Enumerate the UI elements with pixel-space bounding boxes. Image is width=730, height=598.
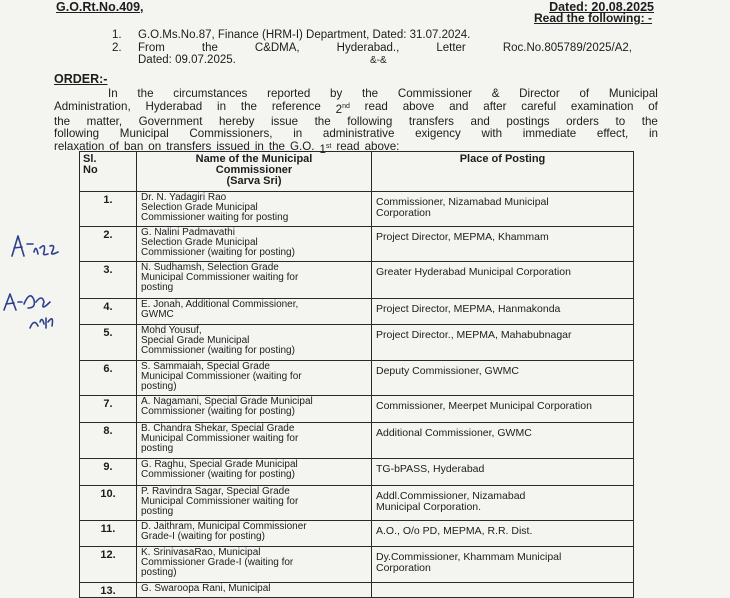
- paragraph-word: Administration,: [54, 99, 131, 113]
- paragraph-word: Municipal: [119, 127, 169, 141]
- name-line: S. Sammaiah, Special Grade: [141, 361, 270, 372]
- row-commissioner-name: [137, 521, 372, 547]
- place-line: Project Director, MEPMA, Khammam: [376, 231, 549, 243]
- name-line: N. Sudhamsh, Selection Grade: [141, 262, 279, 273]
- row-place-of-posting: [372, 486, 634, 521]
- place-line: Commissioner, Meerpet Municipal Corporation: [376, 400, 592, 412]
- name-line: posting: [141, 506, 174, 517]
- name-line: GWMC: [141, 309, 174, 320]
- table-row: [80, 583, 634, 598]
- place-line: Additional Commissioner, GWMC: [376, 427, 532, 439]
- name-line: Commissioner (waiting for posting): [141, 345, 295, 356]
- paragraph-word: in: [648, 127, 658, 141]
- header-sl-no: Sl. No: [80, 152, 137, 192]
- table-row: [80, 192, 634, 227]
- paragraph-word: orders: [566, 114, 599, 128]
- order-heading: ORDER:-: [54, 72, 108, 86]
- row-commissioner-name: [137, 299, 372, 325]
- paragraph-word: Hyderabad: [145, 99, 203, 113]
- reference-number: 1.: [112, 29, 122, 41]
- table-row: [80, 396, 634, 423]
- table-row: [80, 423, 634, 459]
- name-line: Commissioner (waiting for posting): [141, 406, 295, 417]
- paragraph-word: on: [148, 139, 162, 153]
- table-row: [80, 227, 634, 262]
- row-sl-number: 4.: [80, 299, 137, 325]
- table-row: [80, 325, 634, 361]
- row-place-of-posting: [372, 521, 634, 547]
- name-line: Municipal Commissioner waiting for: [141, 272, 299, 283]
- paragraph-word: Municipal: [608, 87, 658, 100]
- row-commissioner-name: [137, 361, 372, 396]
- name-line: posting): [141, 381, 177, 392]
- name-line: posting): [141, 567, 177, 578]
- name-line: Commissioner (waiting for posting): [141, 247, 295, 258]
- place-line: A.O., O/o PD, MEPMA, R.R. Dist.: [376, 525, 533, 537]
- paragraph-word: administrative: [322, 127, 395, 141]
- place-line: Dy.Commissioner, Khammam Municipal: [376, 551, 562, 563]
- go-number: G.O.Rt.No.409,: [56, 0, 144, 14]
- paragraph-word: the: [314, 114, 331, 128]
- paragraph-word: of: [579, 87, 590, 100]
- row-commissioner-name: [137, 583, 372, 598]
- name-line: Municipal Commissioner waiting for: [141, 496, 299, 507]
- paragraph-word: after: [483, 99, 507, 113]
- reference-word: Hyderabad.,: [336, 41, 400, 54]
- paragraph-word: examination: [570, 99, 634, 113]
- paragraph-word: the: [362, 87, 379, 100]
- order-paragraph: [54, 88, 658, 156]
- paragraph-word: of: [109, 139, 119, 153]
- paragraph-line: [54, 101, 658, 116]
- row-place-of-posting: [372, 361, 634, 396]
- paragraph-word: circumstances: [173, 87, 248, 100]
- row-sl-number: 8.: [80, 423, 137, 459]
- paragraph-word: reference: [271, 99, 321, 113]
- paragraph-word: and: [470, 114, 490, 128]
- row-commissioner-name: [137, 459, 372, 486]
- row-sl-number: 5.: [80, 325, 137, 361]
- row-place-of-posting: [372, 583, 634, 598]
- place-line: Corporation: [376, 562, 431, 574]
- name-line: G. Swaroopa Rani, Municipal: [141, 583, 271, 594]
- reference-line: Dated: 09.07.2025.: [138, 54, 236, 66]
- paragraph-word: the: [268, 139, 285, 153]
- paragraph-word: immediate: [522, 127, 577, 141]
- name-line: D. Jaithram, Municipal Commissioner: [141, 521, 307, 532]
- paragraph-word: matter,: [86, 114, 123, 128]
- place-line: Commissioner, Nizamabad Municipal: [376, 196, 549, 208]
- table-row: [80, 361, 634, 396]
- place-line: Corporation: [376, 207, 431, 219]
- paragraph-word: Director: [519, 87, 560, 100]
- read-following-label: Read the following: -: [534, 11, 652, 25]
- name-line: Commissioner waiting for posting: [141, 212, 289, 223]
- row-commissioner-name: [137, 262, 372, 299]
- paragraph-line: [54, 128, 658, 141]
- paragraph-word: in: [293, 127, 303, 141]
- name-line: Special Grade Municipal: [141, 335, 250, 346]
- row-sl-number: 10.: [80, 486, 137, 521]
- paragraph-word: 1st: [319, 142, 332, 156]
- place-line: Greater Hyderabad Municipal Corporation: [376, 266, 571, 278]
- table-row: [80, 521, 634, 547]
- postings-table-body: [80, 192, 634, 598]
- paragraph-word: the: [240, 99, 257, 113]
- paragraph-word: the: [641, 114, 658, 128]
- separator-mark: &-&: [370, 55, 387, 66]
- paragraph-word: hereby: [218, 114, 255, 128]
- paragraph-word: exigency: [415, 127, 461, 141]
- name-line: P. Ravindra Sagar, Special Grade: [141, 486, 290, 497]
- reference-word: the: [201, 41, 218, 54]
- paragraph-word: 2nd: [335, 102, 350, 116]
- paragraph-word: the: [54, 114, 71, 128]
- name-line: Grade-I (waiting for posting): [141, 531, 265, 542]
- row-place-of-posting: [372, 262, 634, 299]
- name-line: Selection Grade Municipal: [141, 237, 258, 248]
- paragraph-word: above:: [364, 139, 400, 153]
- paragraph-word: read: [336, 139, 360, 153]
- paragraph-word: careful: [521, 99, 557, 113]
- row-sl-number: 1.: [80, 192, 137, 227]
- row-place-of-posting: [372, 227, 634, 262]
- name-line: A. Nagamani, Special Grade Municipal: [141, 396, 313, 407]
- row-place-of-posting: [372, 192, 634, 227]
- name-line: Dr. N. Yadagiri Rao: [141, 192, 227, 203]
- row-place-of-posting: [372, 547, 634, 583]
- name-line: G. Raghu, Special Grade Municipal: [141, 459, 298, 470]
- paragraph-line: [54, 88, 658, 101]
- name-line: Commissioner (waiting for posting): [141, 469, 295, 480]
- paragraph-word: Government: [138, 114, 203, 128]
- row-place-of-posting: [372, 459, 634, 486]
- row-place-of-posting: [372, 423, 634, 459]
- paragraph-word: of: [648, 99, 658, 113]
- paragraph-word: In: [108, 87, 118, 100]
- paragraph-word: to: [615, 114, 626, 128]
- reference-word: Roc.No.805789/2025/A2,: [502, 41, 632, 54]
- row-commissioner-name: [137, 325, 372, 361]
- place-line: Project Director, MEPMA, Hanmakonda: [376, 303, 561, 315]
- paragraph-word: &: [491, 87, 500, 100]
- row-place-of-posting: [372, 299, 634, 325]
- name-line: Mohd Yousuf,: [141, 325, 202, 336]
- paragraph-word: read: [364, 99, 388, 113]
- row-sl-number: 9.: [80, 459, 137, 486]
- paragraph-word: effect,: [596, 127, 629, 141]
- reference-number: 2.: [112, 41, 122, 54]
- paragraph-word: above: [402, 99, 435, 113]
- row-sl-number: 3.: [80, 262, 137, 299]
- name-line: Selection Grade Municipal: [141, 202, 258, 213]
- row-sl-number: 13.: [80, 583, 137, 598]
- paragraph-word: G.O.: [289, 139, 315, 153]
- header-place-of-posting: Place of Posting: [372, 152, 634, 192]
- reference-line: [138, 42, 632, 55]
- table-header-row: [80, 152, 634, 192]
- name-line: K. SrinivasaRao, Municipal: [141, 547, 261, 558]
- name-line: Municipal Commissioner waiting for: [141, 433, 299, 444]
- paragraph-word: ban: [123, 139, 144, 153]
- row-commissioner-name: [137, 192, 372, 227]
- table-row: [80, 486, 634, 521]
- row-sl-number: 7.: [80, 396, 137, 423]
- paragraph-word: transfers: [408, 114, 454, 128]
- name-line: posting: [141, 443, 174, 454]
- paragraph-word: relaxation: [54, 139, 105, 153]
- paragraph-word: in: [217, 99, 227, 113]
- name-line: Municipal Commissioner (waiting for: [141, 371, 302, 382]
- place-line: Deputy Commissioner, GWMC: [376, 365, 519, 377]
- row-sl-number: 11.: [80, 521, 137, 547]
- paragraph-word: reported: [267, 87, 311, 100]
- row-commissioner-name: [137, 547, 372, 583]
- place-line: TG-bPASS, Hyderabad: [376, 463, 485, 475]
- row-commissioner-name: [137, 396, 372, 423]
- row-commissioner-name: [137, 486, 372, 521]
- reference-text: G.O.Ms.No.87, Finance (HRM-I) Department, Dated: 31.07.2024.: [138, 29, 471, 41]
- row-commissioner-name: [137, 423, 372, 459]
- paragraph-word: following: [54, 127, 100, 141]
- paragraph-word: issue: [270, 114, 299, 128]
- place-line: Project Director., MEPMA, Mahabubnagar: [376, 329, 572, 341]
- name-line: Commissioner Grade-I (waiting for: [141, 557, 294, 568]
- row-place-of-posting: [372, 396, 634, 423]
- paragraph-word: Commissioners,: [189, 127, 273, 141]
- paragraph-word: in: [254, 139, 264, 153]
- reference-word: C&DMA,: [254, 41, 300, 54]
- reference-item: [112, 29, 632, 42]
- name-line: B. Chandra Shekar, Special Grade: [141, 423, 295, 434]
- paragraph-word: by: [330, 87, 343, 100]
- name-line: posting: [141, 282, 174, 293]
- table-row: [80, 262, 634, 299]
- table-row: [80, 299, 634, 325]
- handwritten-annotation-image: [0, 230, 95, 340]
- paragraph-word: issued: [216, 139, 250, 153]
- paragraph-word: the: [137, 87, 154, 100]
- name-line: G. Nalini Padmavathi: [141, 227, 235, 238]
- postings-table: [79, 151, 634, 598]
- row-sl-number: 2.: [80, 227, 137, 262]
- table-row: [80, 459, 634, 486]
- reference-word: From: [138, 41, 165, 54]
- place-line: Municipal Corporation.: [376, 501, 482, 513]
- row-commissioner-name: [137, 227, 372, 262]
- name-line: E. Jonah, Additional Commissioner,: [141, 299, 299, 310]
- paragraph-word: with: [481, 127, 503, 141]
- header-name: Name of the Municipal Commissioner (Sarva Sri): [137, 152, 372, 192]
- go-date: Dated: 20.08.2025: [549, 0, 654, 14]
- paragraph-word: following: [347, 114, 393, 128]
- table-row: [80, 547, 634, 583]
- paragraph-word: Commissioner: [397, 87, 472, 100]
- row-sl-number: 12.: [80, 547, 137, 583]
- paragraph-word: transfers: [166, 139, 212, 153]
- paragraph-word: postings: [506, 114, 550, 128]
- reference-word: Letter: [436, 41, 466, 54]
- row-sl-number: 6.: [80, 361, 137, 396]
- row-place-of-posting: [372, 325, 634, 361]
- place-line: Addl.Commissioner, Nizamabad: [376, 490, 526, 502]
- paragraph-word: and: [449, 99, 469, 113]
